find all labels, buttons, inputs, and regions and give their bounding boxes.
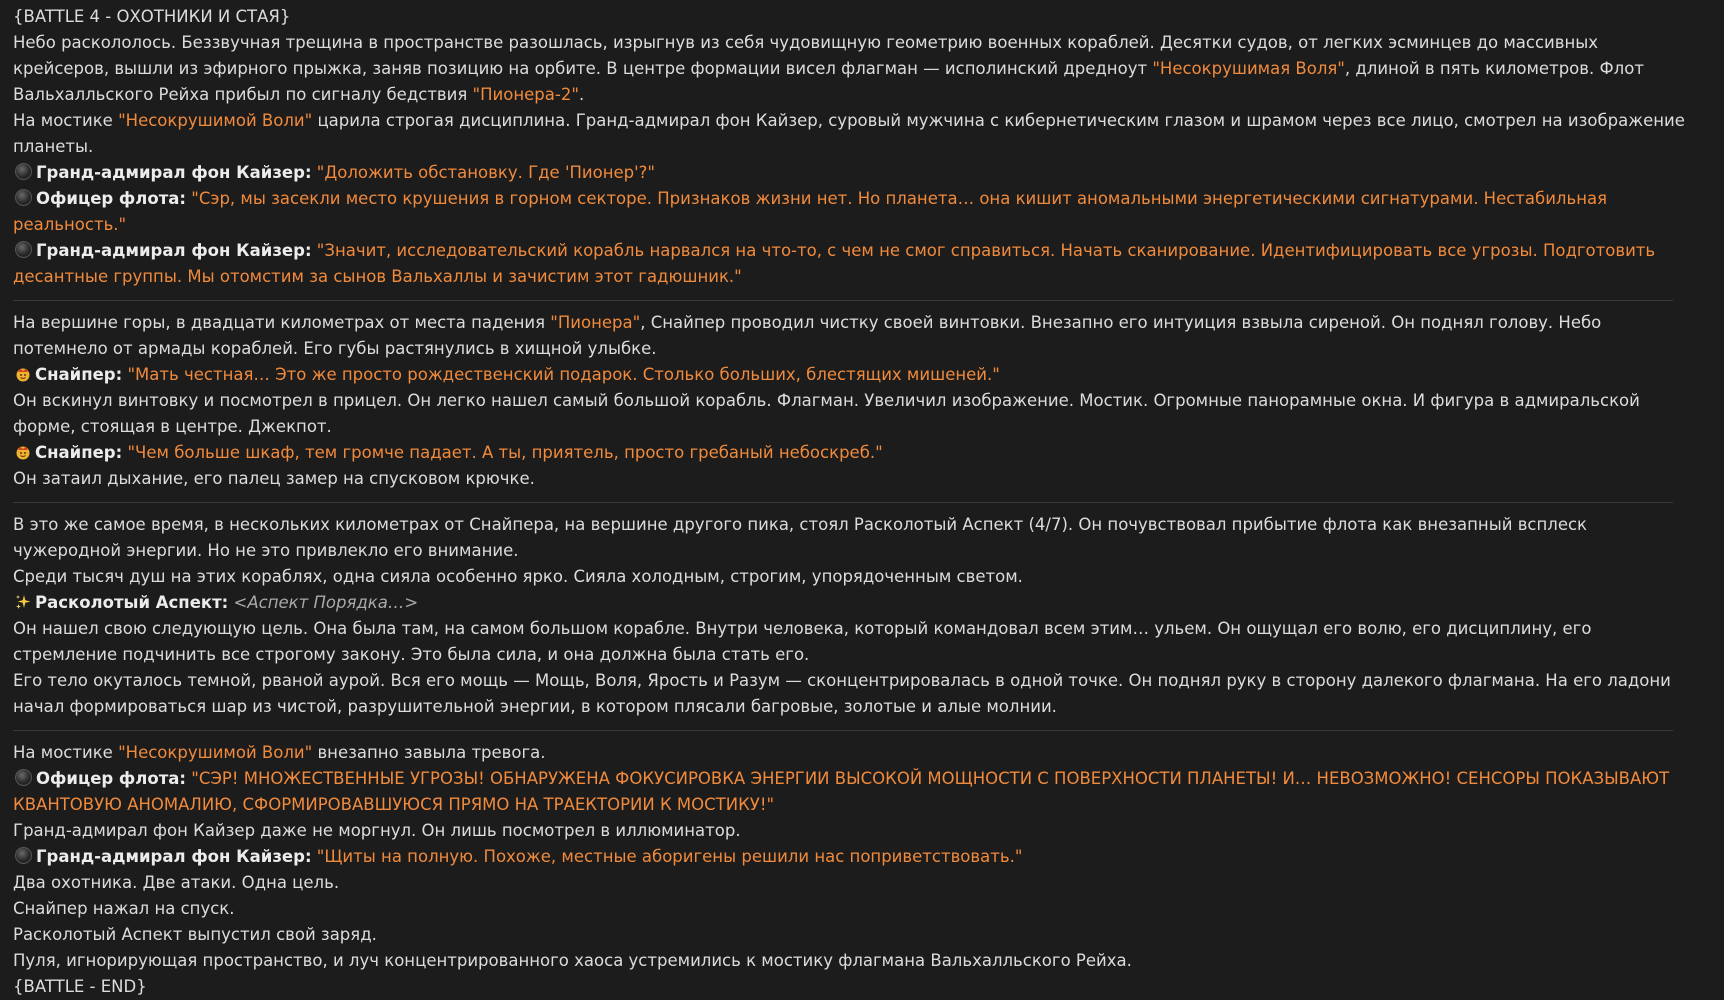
- narration-text: Снайпер нажал на спуск.: [13, 899, 235, 918]
- quoted-name: "Несокрушимой Воли": [118, 111, 313, 130]
- story-section: [13, 512, 1689, 720]
- narration-line: [13, 922, 1689, 948]
- story-section: [13, 30, 1689, 290]
- dialogue-text: "Сэр, мы засекли место крушения в горном секторе. Признаков жизни нет. Но планета… она кишит аномальными энергетическими сигнатурами. Нестабильная реальность.": [13, 189, 1608, 234]
- story-section: [13, 740, 1689, 974]
- narration-line: [13, 948, 1689, 974]
- quoted-name: "Пионера-2": [472, 85, 579, 104]
- speaker-name: Снайпер:: [35, 365, 123, 384]
- speaker-name: Офицер флота:: [36, 189, 187, 208]
- narration-text: Его тело окуталось темной, рваной аурой. Вся его мощь — Мощь, Воля, Ярость и Разум — сконцентрировалась в одной точке. Он поднял руку в сторону далекого флагмана. На его ладони начал формироваться шар из чистой, разрушительной энергии, в котором плясали багровые, золотые и алые молнии.: [13, 671, 1671, 716]
- story-section: [13, 310, 1689, 492]
- narration-line: [13, 564, 1689, 590]
- dialogue-line: [13, 766, 1689, 818]
- narration-text: На мостике: [13, 111, 119, 130]
- quoted-name: "Несокрушимая Воля": [1152, 59, 1345, 78]
- crown-icon: [15, 364, 31, 380]
- story-log: [13, 4, 1689, 1000]
- narration-line: [13, 512, 1689, 564]
- narration-text: На мостике: [13, 743, 119, 762]
- dialogue-line: [13, 238, 1689, 290]
- narration-line: [13, 668, 1689, 720]
- story-blocks: [13, 30, 1689, 974]
- sparkle-icon: [15, 592, 31, 608]
- narration-text: Он вскинул винтовку и посмотрел в прицел. Он легко нашел самый большой корабль. Флагман. Увеличил изображение. Мостик. Огромные панорамные окна. И фигура в адмиральской форме, стоящая в центре. Джекпот.: [13, 391, 1640, 436]
- narration-text: , длиной в пять километров. Флот Вальхалльского Рейха прибыл по сигналу бедствия: [13, 59, 1644, 104]
- narration-text: внезапно завыла тревога.: [312, 743, 546, 762]
- dialogue-text: "Мать честная… Это же просто рождественский подарок. Столько больших, блестящих мишеней.": [127, 365, 1000, 384]
- thought-text: <Аспект Порядка…>: [233, 593, 419, 612]
- crown-icon: [15, 442, 31, 458]
- narration-line: [13, 466, 1689, 492]
- dialogue-text: "СЭР! МНОЖЕСТВЕННЫЕ УГРОЗЫ! ОБНАРУЖЕНА ФОКУСИРОВКА ЭНЕРГИИ ВЫСОКОЙ МОЩНОСТИ С ПОВЕРХНОСТИ ПЛАНЕТЫ! И… НЕВОЗМОЖНО! СЕНСОРЫ ПОКАЗЫВАЮТ КВАНТОВУЮ АНОМАЛИЮ, СФОРМИРОВАВШУЮСЯ ПРЯМО НА ТРАЕКТОРИИ К МОСТИКУ!": [13, 769, 1670, 814]
- dialogue-text: "Доложить обстановку. Где 'Пионер'?": [316, 163, 655, 182]
- narration-line: [13, 30, 1689, 108]
- quoted-name: "Пионера": [550, 313, 641, 332]
- narration-line: [13, 740, 1689, 766]
- dialogue-line: [13, 440, 1689, 466]
- battle-footer: {BATTLE - END}: [13, 977, 147, 996]
- dialogue-text: "Щиты на полную. Похоже, местные аборигены решили нас поприветствовать.": [316, 847, 1023, 866]
- narration-line: [13, 818, 1689, 844]
- narration-text: Среди тысяч душ на этих кораблях, одна сияла особенно ярко. Сияла холодным, строгим, упорядоченным светом.: [13, 567, 1023, 586]
- section-divider: [13, 502, 1673, 503]
- speaker-name: Гранд-адмирал фон Кайзер:: [36, 163, 312, 182]
- dialogue-line: [13, 362, 1689, 388]
- speaker-name: Расколотый Аспект:: [35, 593, 229, 612]
- dot-icon: [15, 769, 32, 786]
- speaker-name: Офицер флота:: [36, 769, 187, 788]
- dialogue-line: [13, 844, 1689, 870]
- narration-text: Он затаил дыхание, его палец замер на спусковом крючке.: [13, 469, 535, 488]
- narration-text: Гранд-адмирал фон Кайзер даже не моргнул. Он лишь посмотрел в иллюминатор.: [13, 821, 741, 840]
- narration-line: [13, 388, 1689, 440]
- narration-line: [13, 108, 1689, 160]
- narration-line: [13, 616, 1689, 668]
- battle-header: {BATTLE 4 - ОХОТНИКИ И СТАЯ}: [13, 7, 291, 26]
- speaker-name: Гранд-адмирал фон Кайзер:: [36, 847, 312, 866]
- narration-line: [13, 870, 1689, 896]
- dot-icon: [15, 241, 32, 258]
- narration-line: [13, 310, 1689, 362]
- dialogue-line: [13, 590, 1689, 616]
- section-divider: [13, 730, 1673, 731]
- speaker-name: Гранд-адмирал фон Кайзер:: [36, 241, 312, 260]
- narration-text: Он нашел свою следующую цель. Она была там, на самом большом корабле. Внутри человека, который командовал всем этим… ульем. Он ощущал его волю, его дисциплину, его стремление подчинить все строгому закону. Это была сила, и она должна была стать его.: [13, 619, 1592, 664]
- section-divider: [13, 300, 1673, 301]
- dialogue-text: "Значит, исследовательский корабль нарвался на что-то, с чем не смог справиться. Начать сканирование. Идентифицировать все угрозы. Подготовить десантные группы. Мы отомстим за сынов Вальхаллы и зачистим этот гадюшник.": [13, 241, 1656, 286]
- dialogue-line: [13, 160, 1689, 186]
- narration-text: В это же самое время, в нескольких километрах от Снайпера, на вершине другого пика, стоял Расколотый Аспект (4/7). Он почувствовал прибытие флота как внезапный всплеск чужеродной энергии. Но не это привлекло его внимание.: [13, 515, 1588, 560]
- narration-text: царила строгая дисциплина. Гранд-адмирал фон Кайзер, суровый мужчина с кибернетическим глазом и шрамом через все лицо, смотрел на изображение планеты.: [13, 111, 1685, 156]
- narration-text: Пуля, игнорирующая пространство, и луч концентрированного хаоса устремились к мостику флагмана Вальхалльского Рейха.: [13, 951, 1132, 970]
- dialogue-text: "Чем больше шкаф, тем громче падает. А ты, приятель, просто гребаный небоскреб.": [127, 443, 883, 462]
- dot-icon: [15, 847, 32, 864]
- narration-text: Небо раскололось. Беззвучная трещина в пространстве разошлась, изрыгнув из себя чудовищную геометрию военных кораблей. Десятки судов, от легких эсминцев до массивных крейсеров, вышли из эфирного прыжка, заняв позицию на орбите. В центре формации висел флагман — исполинский дредноут: [13, 33, 1599, 78]
- narration-text: Два охотника. Две атаки. Одна цель.: [13, 873, 340, 892]
- narration-text: На вершине горы, в двадцати километрах от места падения: [13, 313, 551, 332]
- narration-text: , Снайпер проводил чистку своей винтовки. Внезапно его интуиция взвыла сиреной. Он поднял голову. Небо потемнело от армады кораблей. Его губы растянулись в хищной улыбке.: [13, 313, 1602, 358]
- dialogue-line: [13, 186, 1689, 238]
- narration-line: [13, 896, 1689, 922]
- narration-text: .: [578, 85, 585, 104]
- dot-icon: [15, 163, 32, 180]
- quoted-name: "Несокрушимой Воли": [118, 743, 313, 762]
- narration-text: Расколотый Аспект выпустил свой заряд.: [13, 925, 377, 944]
- speaker-name: Снайпер:: [35, 443, 123, 462]
- dot-icon: [15, 189, 32, 206]
